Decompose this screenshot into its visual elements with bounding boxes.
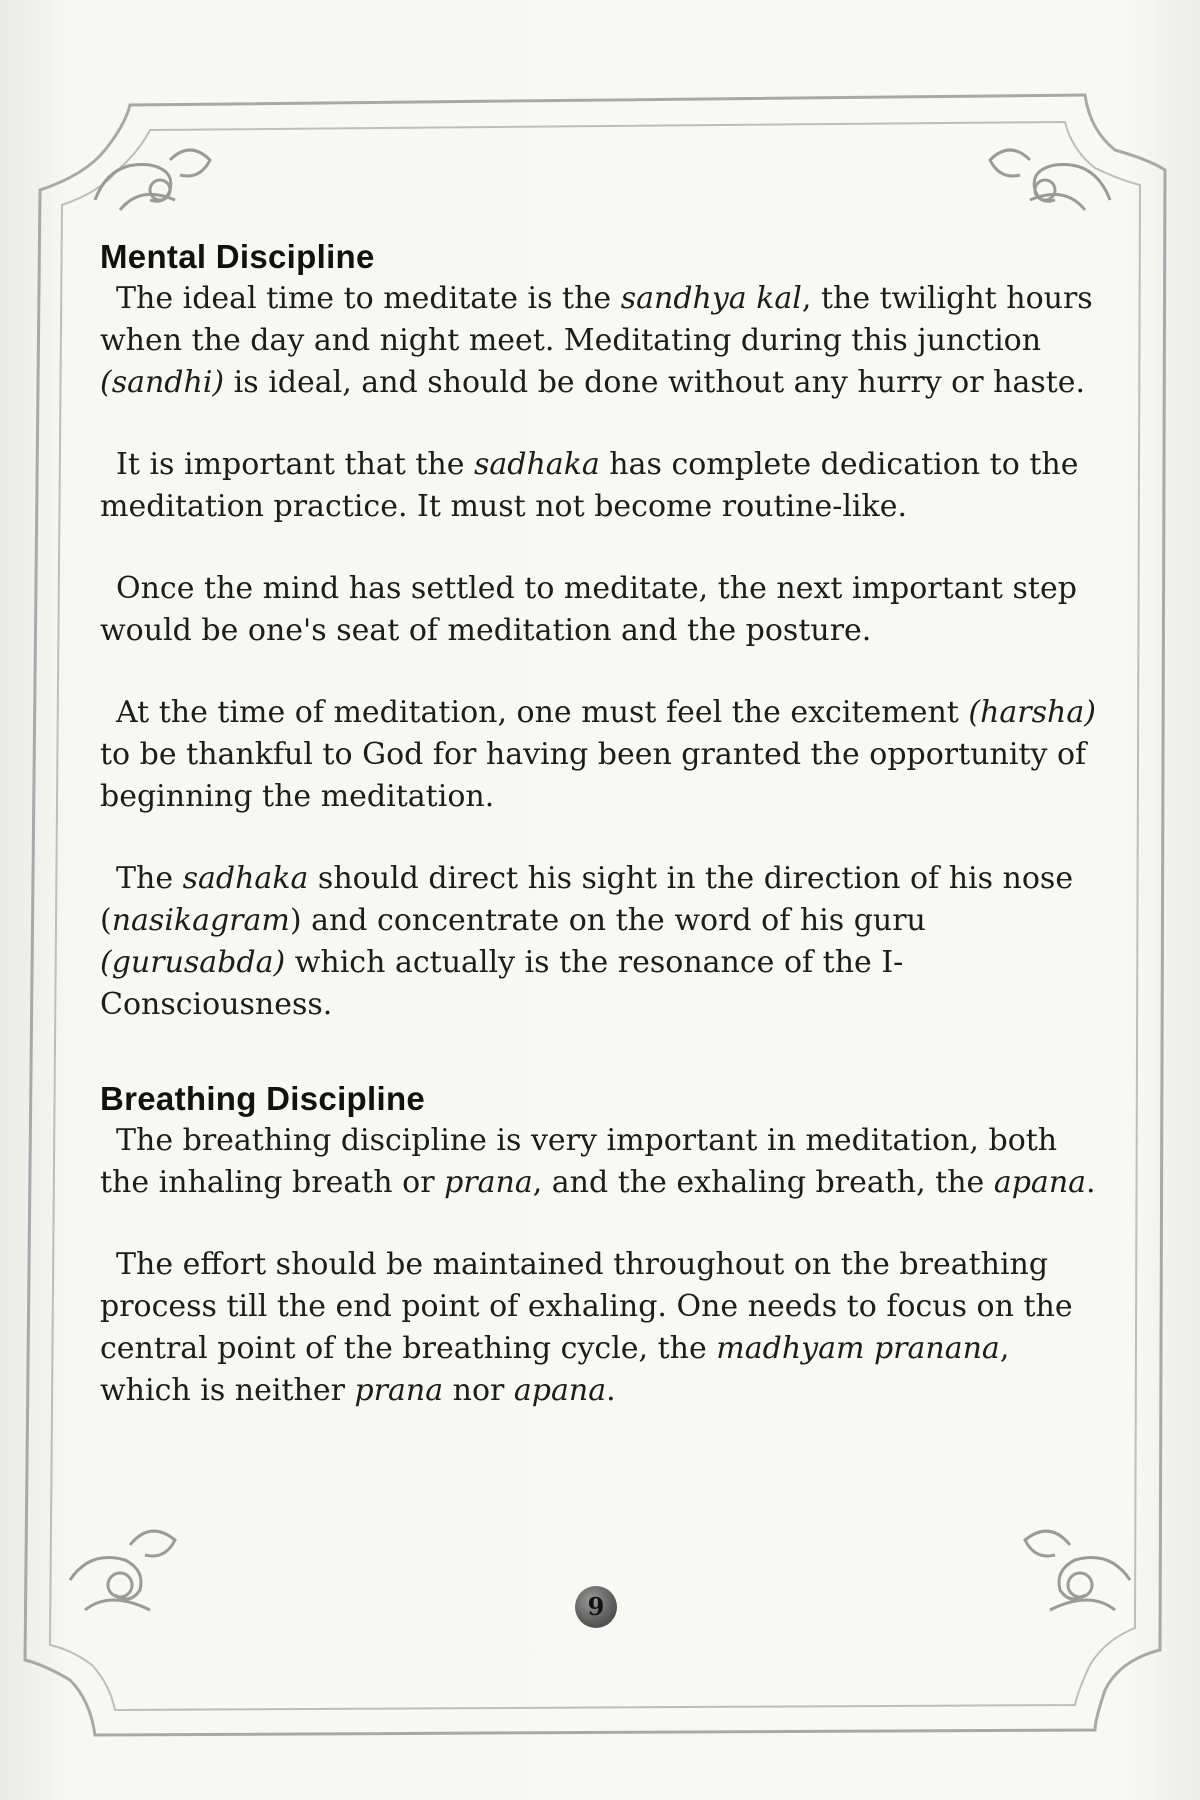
text-run: The breathing discipline is very important in meditation, both the inhaling breath or	[100, 1123, 1058, 1200]
text-run: .	[606, 1373, 616, 1408]
paragraph	[100, 692, 1100, 818]
text-run: , which is neither	[100, 1331, 1010, 1408]
italic-term: (sandhi)	[100, 365, 225, 400]
italic-term: (gurusabda)	[100, 945, 286, 980]
text-run: should direct his sight in the direction of his nose (	[100, 861, 1074, 938]
text-run: has complete dedication to the meditation practice. It must not become routine-like.	[100, 447, 1079, 524]
italic-term: sadhaka	[474, 447, 600, 482]
text-run: The effort should be maintained throughout on the breathing process till the end point of exhaling. One needs to focus on the central point of the breathing cycle, the	[100, 1247, 1073, 1366]
italic-term: nasikagram	[111, 903, 290, 938]
page-content	[100, 238, 1100, 1412]
italic-term: (harsha)	[968, 695, 1096, 730]
italic-term: sadhaka	[182, 861, 309, 896]
text-run: The	[116, 861, 183, 896]
text-run: , the twilight hours when the day and night meet. Meditating during this junction	[100, 281, 1093, 358]
text-run: ) and concentrate on the word of his guru	[289, 903, 926, 938]
page-number: 9	[575, 1586, 617, 1628]
corner-ornament-top-left	[95, 150, 210, 210]
paragraph	[100, 1244, 1100, 1412]
paragraph	[100, 568, 1100, 652]
text-run: , and the exhaling breath, the	[532, 1165, 994, 1200]
section-heading-mental-discipline: Mental Discipline	[100, 238, 375, 275]
paragraph	[100, 444, 1100, 528]
italic-term: apana	[993, 1165, 1087, 1200]
corner-ornament-bottom-right	[1025, 1531, 1130, 1610]
italic-term: madhyam pranana	[716, 1331, 1000, 1366]
corner-ornament-top-right	[990, 150, 1110, 210]
text-run: which actually is the resonance of the I-Consciousness.	[100, 945, 904, 1022]
text-run: At the time of meditation, one must feel the excitement	[116, 695, 969, 730]
text-run: is ideal, and should be done without any hurry or haste.	[224, 365, 1086, 400]
text-run: to be thankful to God for having been granted the opportunity of beginning the meditation.	[100, 737, 1087, 814]
text-run: Once the mind has settled to meditate, the next important step would be one's seat of meditation and the posture.	[100, 571, 1077, 648]
section-heading-breathing-discipline: Breathing Discipline	[100, 1080, 426, 1117]
text-run: The ideal time to meditate is the	[116, 281, 621, 316]
paragraph	[100, 1120, 1100, 1204]
text-run: .	[1086, 1165, 1096, 1200]
italic-term: sandhya kal	[620, 281, 802, 316]
corner-ornament-bottom-left	[70, 1531, 175, 1610]
paragraph	[100, 278, 1100, 404]
italic-term: prana	[444, 1165, 533, 1200]
italic-term: prana	[354, 1373, 444, 1408]
italic-term: apana	[513, 1373, 607, 1408]
text-run: It is important that the	[116, 447, 474, 482]
text-run: nor	[443, 1373, 514, 1408]
paragraph	[100, 858, 1100, 1026]
